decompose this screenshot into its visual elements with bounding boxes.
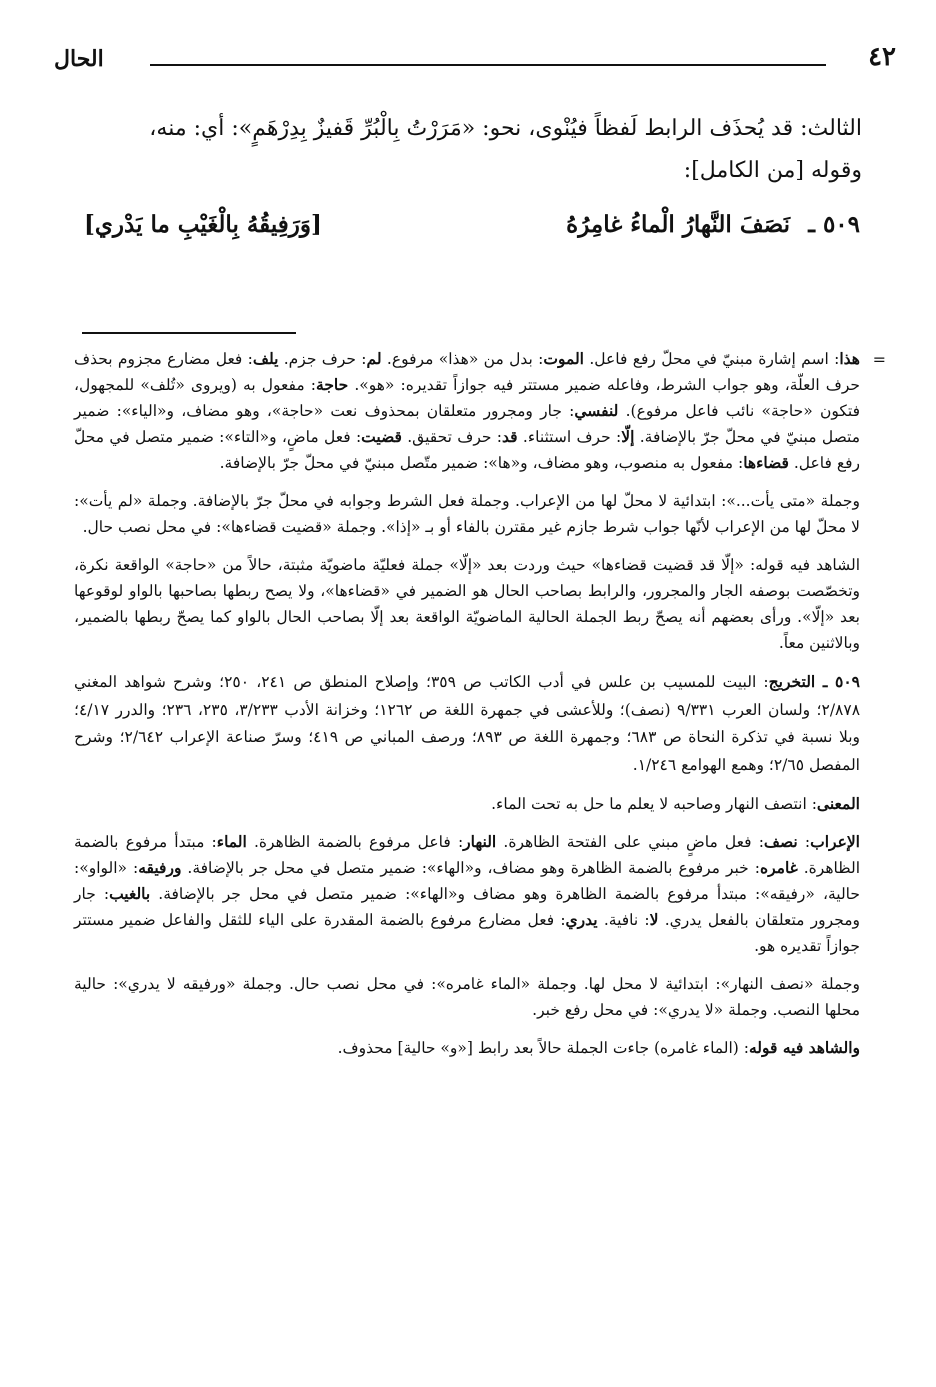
text: : فاعل مرفوع بالضمة الظاهرة. [246, 833, 464, 851]
term: نصف [763, 832, 798, 851]
term: لا [649, 910, 659, 929]
text: : مفعول به منصوب، وهو مضاف، و«ها»: ضمير متّصل مبنيّ في محلّ جرّ بالإضافة. [219, 454, 744, 472]
footnotes [74, 346, 860, 1073]
footnote-meaning [74, 791, 860, 817]
main-line-1: الثالث: قد يُحذَف الرابط لَفظاً فيُنْوى، نحو: «مَرَرْتُ بِالْبُرِّ قَفيزٌ بِدِرْهَمٍ»: أي: منه، [149, 116, 862, 141]
main-text [72, 108, 862, 192]
term: لنفسي [574, 401, 619, 420]
text: : فعل ماضٍ مبني على الفتحة الظاهرة. [496, 833, 764, 851]
term: يلف [252, 349, 279, 368]
text: : خبر مرفوع بالضمة الظاهرة وهو مضاف، و«الهاء»: ضمير متصل في محل جر بالإضافة. [181, 859, 760, 877]
verse-first-hemistich: نَصَفَ النَّهارُ الْماءُ غامِرُهُ [566, 211, 790, 238]
text: : بدل من «هذا» مرفوع. [381, 350, 544, 368]
footnote-sentences: وجملة «متى يأت...»: ابتدائية لا محلّ لها من الإعراب. وجملة فعل الشرط وجوابه في محلّ جرّ بالإضافة. وجملة «لم يأت»: لا محلّ لها من الإعراب لأنّها جواب شرط جازم غير مقترن بالفاء أو بـ «إذا». وجملة «قضيت قضاءها»: في محل نصب حال. [74, 492, 860, 536]
text: : فعل مضارع مرفوع بالضمة المقدرة على الياء للثقل والفاعل ضمير مستتر جوازاً تقديره هو. [74, 911, 860, 955]
term: لم [366, 349, 382, 368]
term: بالغيب [109, 884, 151, 903]
page-number: ٤٢ [868, 42, 896, 72]
term: غامره [759, 858, 798, 877]
term: إلّا [621, 427, 635, 446]
text: : حرف جزم. [278, 350, 367, 368]
text: : (الماء غامره) جاءت الجملة حالاً بعد رابط [«و» حالية] محذوف. [337, 1039, 749, 1057]
text: : جار ومجرور متعلقان بالفعل يدري. [74, 885, 861, 929]
footnote-sources [74, 668, 860, 779]
text: : اسم إشارة مبنيّ في محلّ رفع فاعل. [583, 350, 840, 368]
term: قضاءها [743, 453, 789, 472]
footnote-sentence-roles: وجملة «نصف النهار»: ابتدائية لا محل لها. وجملة «الماء غامره»: في محل نصب حال. وجملة «ورفيقه لا يدري»: حالية محلها النصب. وجملة «لا يدري»: في محل رفع خبر. [74, 975, 860, 1019]
term: الإعراب [810, 832, 860, 851]
text: : حرف تحقيق. [401, 428, 503, 446]
header-rule [150, 64, 826, 66]
footnote-parsing-previous [74, 346, 860, 476]
text: : جار ومجرور متعلقان بمحذوف نعت «حاجة»، وهو مضاف، و«الياء»: ضمير متصل مبنيّ في محلّ جرّ بالإضافة. [74, 402, 860, 446]
continuation-mark: = [872, 350, 886, 369]
term: ورفيقه [138, 858, 182, 877]
text: : «الواو»: حالية، «رفيقه»: مبتدأ مرفوع بالضمة الظاهرة وهو مضاف و«الهاء»: ضمير متصل في محل جر بالإضافة. [74, 859, 860, 903]
footnote-witness [74, 1035, 860, 1061]
text: : انتصف النهار وصاحبه لا يعلم ما حل به تحت الماء. [491, 795, 817, 813]
term: الماء [216, 832, 247, 851]
term: قد [502, 427, 518, 446]
label: المعنى [816, 794, 860, 813]
footnote-parsing [74, 829, 860, 959]
term: حاجة [316, 375, 349, 394]
text: : حرف استثناء. [517, 428, 622, 446]
text: : [797, 833, 811, 851]
verse-number: ٥٠٩ ـ [808, 211, 860, 238]
footnote-separator [82, 332, 296, 334]
running-title: الحال [54, 46, 104, 72]
term: قضيت [361, 427, 402, 446]
text: : فعل مضارع مجزوم بحذف حرف العلّة، وهو جواب الشرط، وفاعله ضمير مستتر فيه جوازاً تقديره: «هو». [74, 350, 860, 394]
text: : فعل ماضٍ، و«التاء»: ضمير متصل في محلّ رفع فاعل. [74, 428, 860, 472]
verse-second-hemistich: [وَرَفِيقُهُ بِالْغَيْبِ ما يَدْري] [84, 211, 322, 238]
poetry-verse [84, 205, 860, 255]
main-line-2: وقوله [من الكامل]: [683, 158, 862, 183]
term: الموت [543, 349, 584, 368]
label: ٥٠٩ ـ التخريج [768, 672, 860, 691]
term: يدري [565, 910, 598, 929]
page-header [40, 42, 896, 78]
term: هذا [839, 349, 860, 368]
text: : البيت للمسيب بن علس في أدب الكاتب ص ٣٥٩؛ وإصلاح المنطق ص ٢٤١، ٢٥٠؛ وشرح شواهد المغني ٢/٨٧٨؛ ولسان العرب ٩/٣٣١ (نصف)؛ وللأعشى في جمهرة اللغة ص ١٢٦٢؛ وخزانة الأدب ٣/٢٣٣، ٢٣٥، ٢٣٦؛ والدرر ٤/١٧؛ وبلا نسبة في تذكرة النحاة ص ٦٨٣؛ وجمهرة اللغة ص ٨٩٣؛ ورصف المباني ص ٤١٩؛ وسرّ صناعة الإعراب ٢/٦٤٢؛ وشرح المفصل ٢/٦٥؛ وهمع الهوامع ١/٢٤٦. [74, 673, 861, 774]
footnote-evidence: الشاهد فيه قوله: «إلّا قد قضيت قضاءها» حيث وردت بعد «إلّا» جملة فعليّة ماضويّة مثبتة، حالاً من «حاجة» الواقعة نكرة، وتخصّصت بوصفه الجار والمجرور، والرابط بصاحب الحال هو الضمير في «قضاءها»، ولا يصح ربطها بصاحبها بالواو لوقوعها بعد «إلّا». ورأى بعضهم أنه يصحّ ربط الجملة الحالية الماضويّة الواقعة بعد إلّا بصاحب الحال بالواو كما يصحّ ربطها بالضمير، وبالاثنين معاً. [74, 556, 860, 652]
label: والشاهد فيه قوله [748, 1038, 860, 1057]
text: : مفعول به (ويروى «تُلف» للمجهول، فتكون «حاجة» نائب فاعل مرفوع). [74, 376, 860, 420]
text: : نافية. [597, 911, 650, 929]
term: النهار [463, 832, 497, 851]
text: : مبتدأ مرفوع بالضمة الظاهرة. [74, 833, 860, 877]
